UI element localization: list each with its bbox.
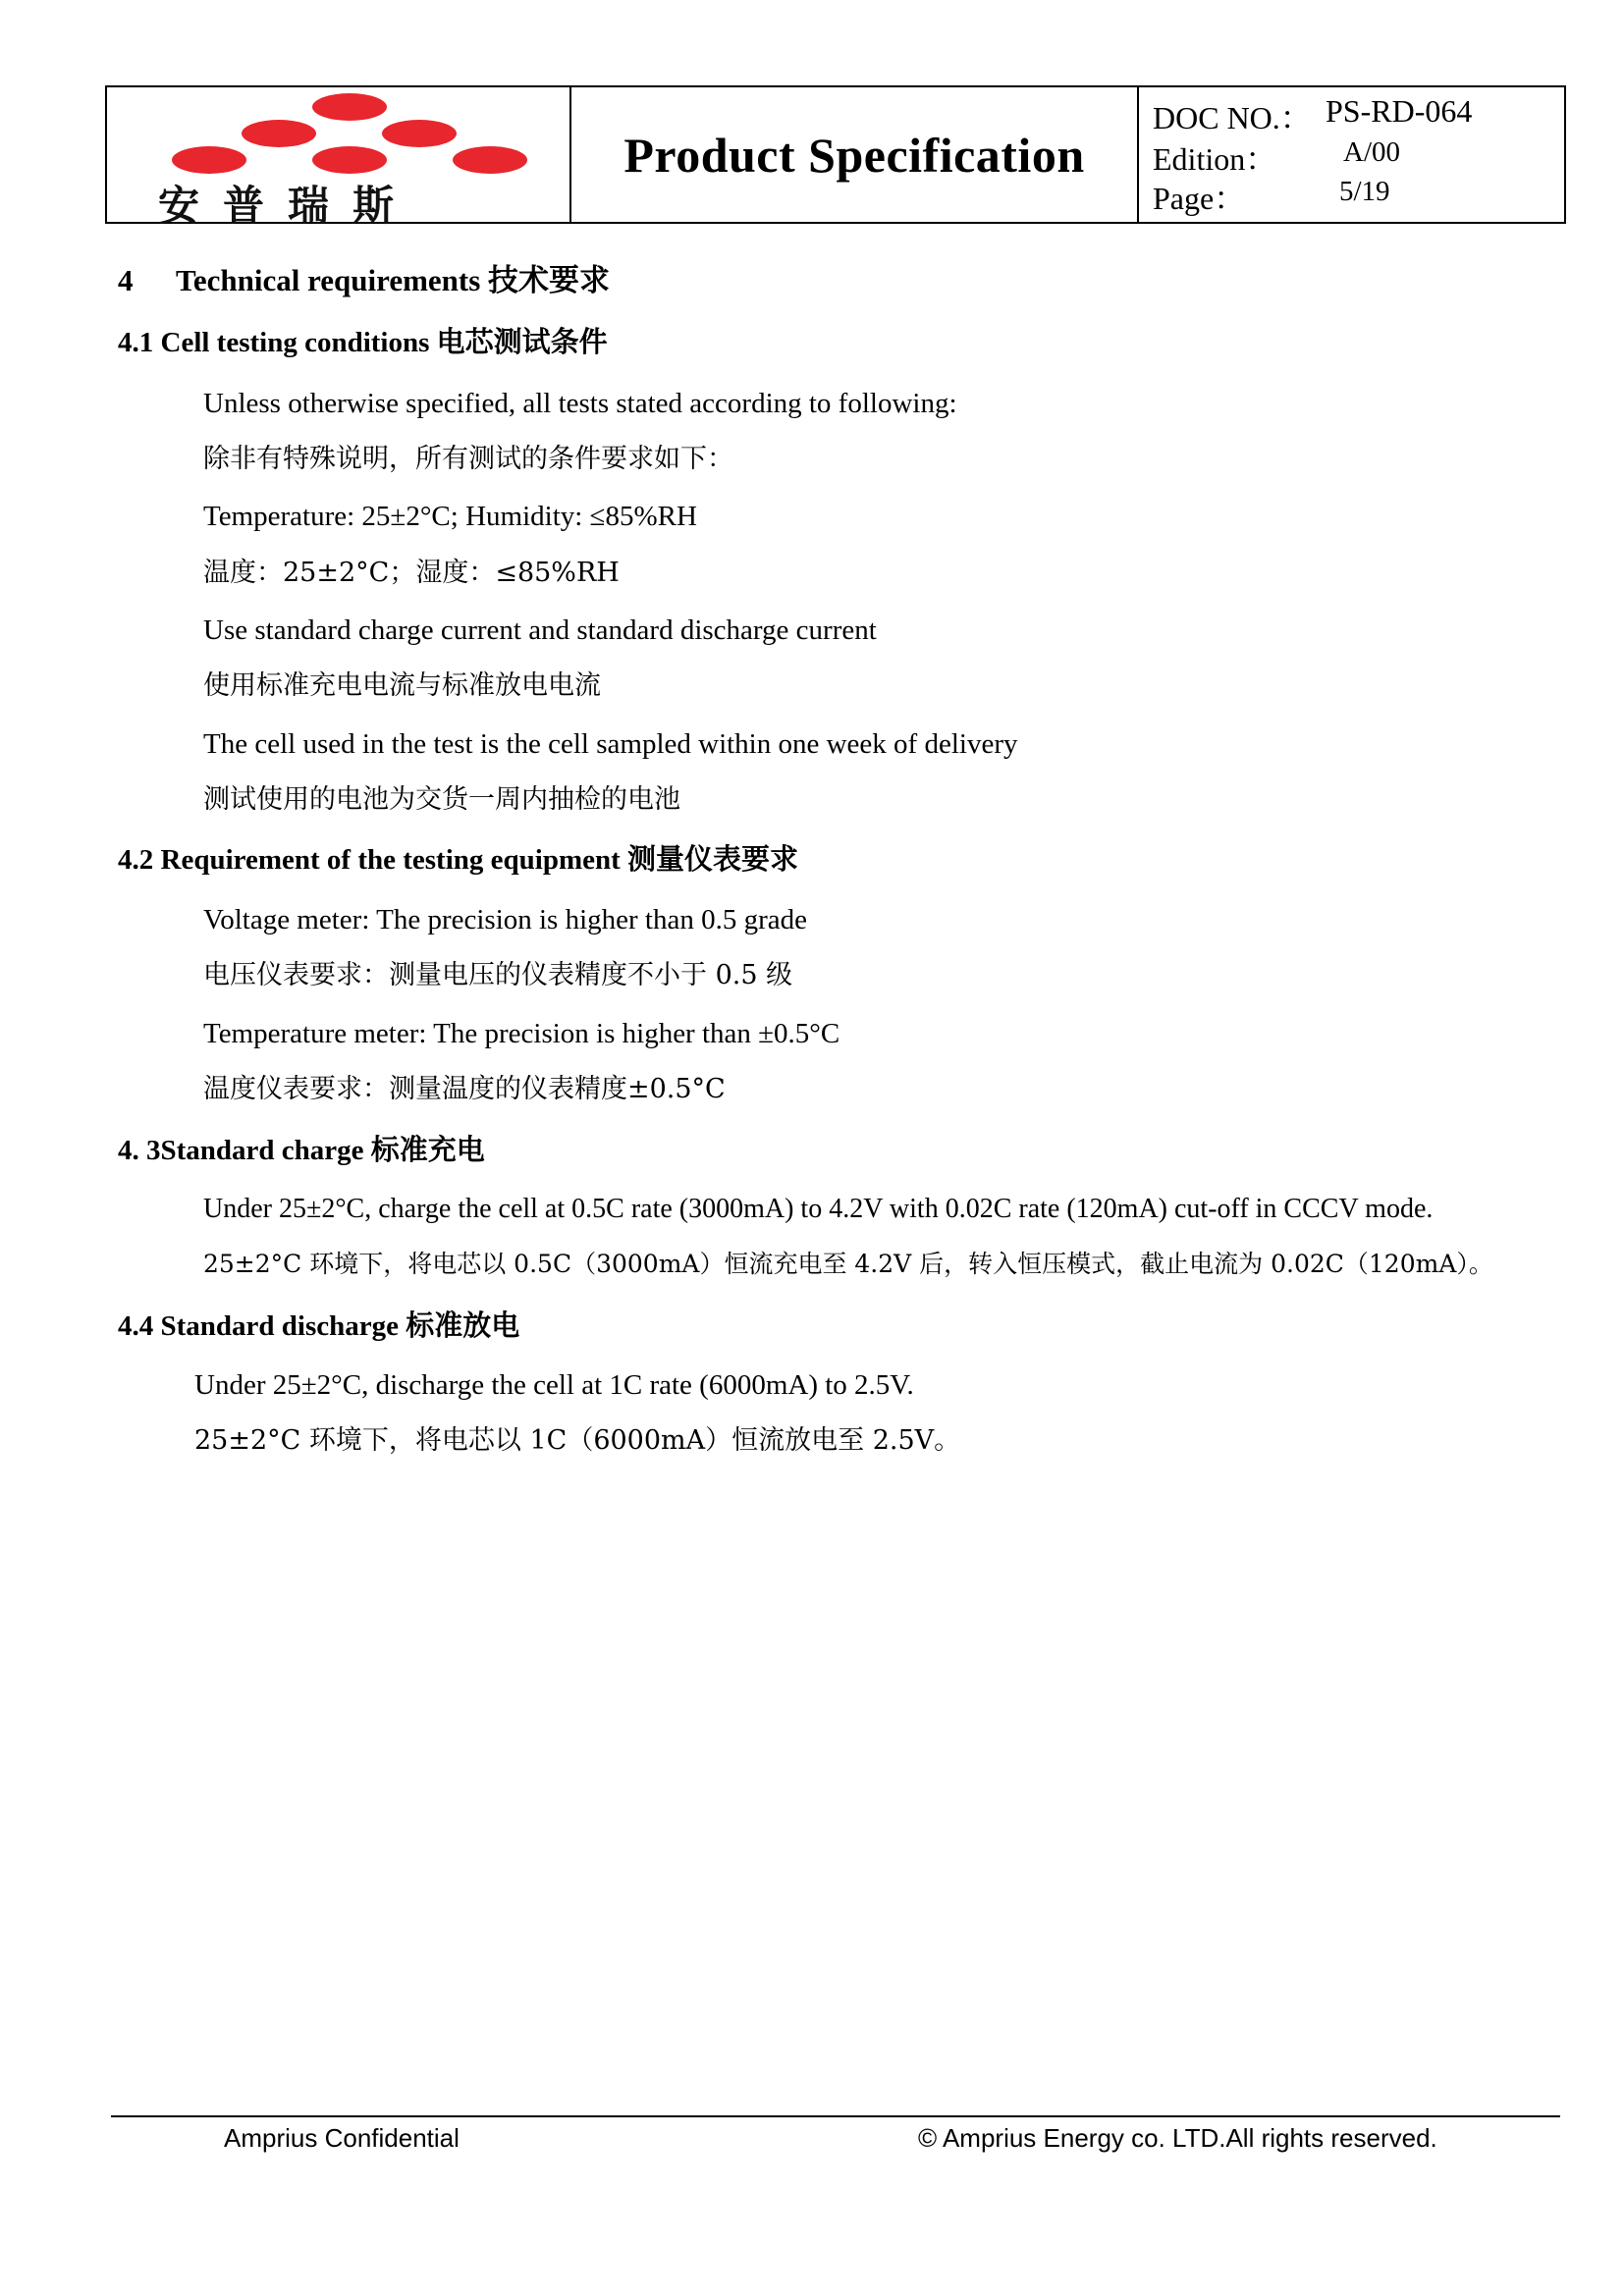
section-title: Technical requirements 技术要求 — [176, 263, 611, 297]
paragraph-line: 电压仪表要求：测量电压的仪表精度不小于 0.5 级 — [203, 960, 793, 990]
edition-label: Edition： — [1153, 141, 1277, 177]
subsection-4-2-heading: 4.2 Requirement of the testing equipment 测量仪表要求 — [118, 844, 799, 876]
document-title: Product Specification — [623, 127, 1085, 183]
paragraph-line: Unless otherwise specified, all tests stated according to following: — [203, 388, 957, 419]
subsection-4-3-heading: 4. 3Standard charge 标准充电 — [118, 1135, 485, 1166]
paragraph-line: Temperature meter: The precision is higher than ±0.5°C — [203, 1018, 840, 1049]
paragraph-line: Under 25±2°C, discharge the cell at 1C rate (6000mA) to 2.5V. — [194, 1369, 914, 1401]
company-logo — [107, 87, 571, 230]
footer-copyright: © Amprius Energy co. LTD.All rights reserved. — [918, 2123, 1437, 2153]
paragraph-line: 除非有特殊说明，所有测试的条件要求如下： — [203, 444, 733, 474]
page-row — [1153, 174, 1390, 219]
paragraph-line: 25±2°C 环境下，将电芯以 0.5C（3000mA）恒流充电至 4.2V 后，转入恒压模式，截止电流为 0.02C（120mA）。 — [203, 1250, 1493, 1278]
paragraph-line: 温度仪表要求：测量温度的仪表精度±0.5°C — [203, 1074, 726, 1104]
subsection-4-1-heading: 4.1 Cell testing conditions 电芯测试条件 — [118, 327, 608, 358]
paragraph-line: Temperature: 25±2°C; Humidity: ≤85%RH — [203, 501, 697, 532]
paragraph-line: Voltage meter: The precision is higher than 0.5 grade — [203, 904, 808, 935]
doc-number-label: DOC NO.： — [1153, 100, 1312, 135]
paragraph-line: 25±2°C 环境下，将电芯以 1C（6000mA）恒流放电至 2.5V。 — [194, 1425, 961, 1456]
doc-number-row — [1153, 93, 1473, 138]
edition-value: A/00 — [1343, 136, 1400, 168]
footer-divider — [111, 2115, 1560, 2117]
subsection-4-4-heading: 4.4 Standard discharge 标准放电 — [118, 1310, 520, 1342]
paragraph-line: Use standard charge current and standard discharge current — [203, 614, 877, 646]
paragraph-line: 测试使用的电池为交货一周内抽检的电池 — [203, 784, 680, 815]
paragraph-line: The cell used in the test is the cell sampled within one week of delivery — [203, 728, 1018, 760]
footer-confidential: Amprius Confidential — [224, 2123, 460, 2153]
document-header — [105, 85, 1566, 230]
page-label: Page： — [1153, 181, 1246, 216]
document-meta-cell — [1139, 87, 1564, 222]
section-number: 4 — [118, 263, 134, 297]
paragraph-line: 温度：25±2°C；湿度：≤85%RH — [203, 558, 620, 588]
paragraph-line: Under 25±2°C, charge the cell at 0.5C rate (3000mA) to 4.2V with 0.02C rate (120mA) cut-off in CCCV mode. — [203, 1194, 1434, 1224]
paragraph-line: 使用标准充电电流与标准放电电流 — [203, 670, 601, 701]
logo-wordmark: 安普瑞斯 — [158, 182, 418, 230]
document-title-cell — [571, 87, 1139, 222]
doc-number-value: PS-RD-064 — [1326, 93, 1473, 129]
page-value: 5/19 — [1339, 176, 1390, 207]
